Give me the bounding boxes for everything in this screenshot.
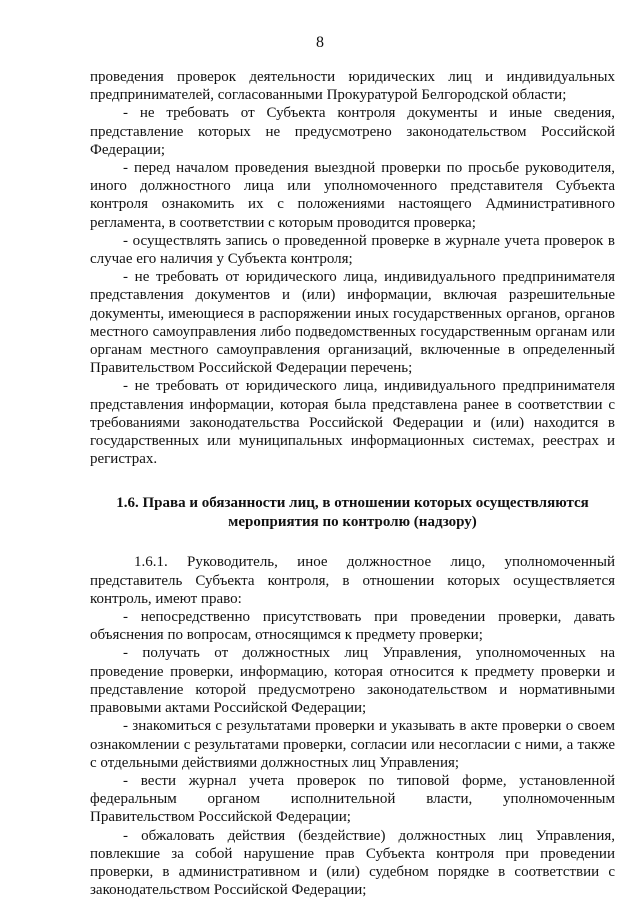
list-item: - знакомиться с результатами проверки и указывать в акте проверки о своем ознакомлении с результатами проверки, согласии или несогласии с ними, а также с отдельными действиями должностных лиц Управления; <box>90 718 615 771</box>
page-number: 8 <box>316 34 324 51</box>
list-item: - не требовать от юридического лица, индивидуального предпринимателя представления документов и (или) информации, включая разрешительные документы, имеющиеся в распоряжении иных государственных органов, органов местного самоуправления либо подведомственных государственным органам или органам местного самоуправления организаций, включенные в определенный Правительством Российской Федерации перечень; <box>90 269 615 377</box>
list-item: - получать от должностных лиц Управления, уполномоченных на проведение проверки, информацию, которая относится к предмету проверки и представление которой предусмотрено законодательством и нормативными правовыми актами Российской Федерации; <box>90 645 615 717</box>
list-item: - не требовать от Субъекта контроля документы и иные сведения, представление которых не предусмотрено законодательством Российской Федерации; <box>90 105 615 158</box>
list-item: - осуществлять запись о проведенной проверке в журнале учета проверок в случае его наличия у Субъекта контроля; <box>90 232 615 268</box>
list-item: - обжаловать действия (бездействие) должностных лиц Управления, повлекшие за собой нарушение прав Субъекта контроля при проведении проверки, в административном и (или) судебном порядке в соответствии с законодательством Российской Федерации; <box>90 827 615 899</box>
list-item: - перед началом проведения выездной проверки по просьбе руководителя, иного должностного лица или уполномоченного представителя Субъекта контроля ознакомить их с положениями настоящего Административного регламента, в соответствии с которым проводится проверка; <box>90 160 615 231</box>
section-heading: 1.6. Права и обязанности лиц, в отношении которых осуществляются мероприятия по контролю (надзору) <box>116 495 589 530</box>
list-item: - не требовать от юридического лица, индивидуального предпринимателя представления информации, которая была представлена ранее в соответствии с требованиями законодательства Российской Федерации и (или) находится в государственных или муниципальных информационных системах, реестрах и регистрах. <box>90 378 615 468</box>
paragraph: 1.6.1. Руководитель, иное должностное лицо, уполномоченный представитель Субъекта контроля, в отношении которых осуществляется контроль, имеют право: <box>90 554 615 607</box>
list-item: - вести журнал учета проверок по типовой форме, установленной федеральным органом исполнительной власти, уполномоченным Правительством Российской Федерации; <box>90 772 615 826</box>
document-body <box>90 68 615 899</box>
paragraph: проведения проверок деятельности юридических лиц и индивидуальных предпринимателей, согласованными Прокуратурой Белгородской области; <box>90 69 615 104</box>
list-item: - непосредственно присутствовать при проведении проверки, давать объяснения по вопросам, относящимся к предмету проверки; <box>90 609 615 644</box>
